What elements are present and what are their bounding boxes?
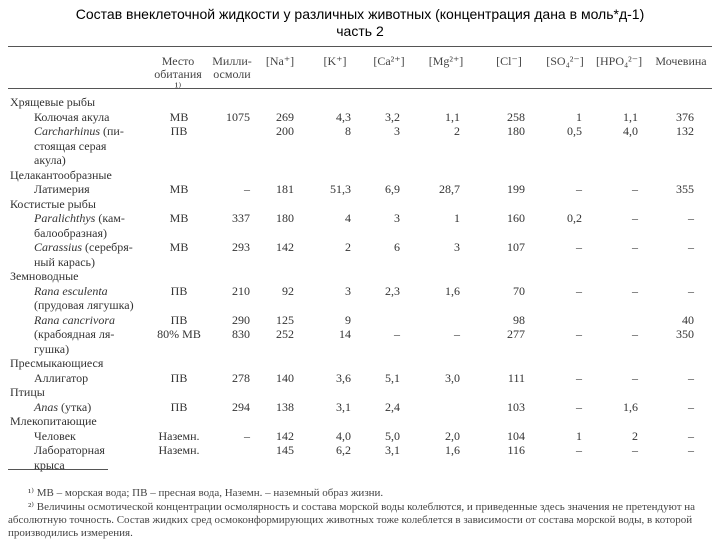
cell-cl: 277 (507, 327, 525, 341)
cell-urea: – (688, 399, 694, 414)
animal-name-main: стоящая серая (34, 138, 107, 153)
cell-osm: 830 (232, 327, 250, 341)
animal-name-main: Человек (34, 428, 76, 443)
cell-cl: 104 (507, 428, 525, 443)
cell-cl: 70 (513, 283, 525, 298)
animal-name-main: крыса (34, 457, 65, 472)
cell-osm: – (244, 428, 250, 443)
cell-hpo4: – (632, 283, 638, 298)
animal-name-main: акула) (34, 153, 66, 167)
table-row (0, 371, 720, 386)
cell-hpo4: – (632, 327, 638, 341)
cell-so4: 0,2 (567, 211, 582, 225)
cell-osm: 337 (232, 211, 250, 225)
animal-name-main: Carassius (34, 240, 83, 254)
animal-name-main: гушка) (34, 341, 70, 356)
cell-habitat: МВ (169, 182, 189, 196)
group-row (0, 385, 720, 400)
cell-k: 3,1 (336, 399, 351, 414)
group-name (10, 95, 95, 110)
cell-habitat: МВ (169, 240, 189, 254)
animal-name-main: Пресмыкающиеся (10, 356, 104, 370)
table-row (0, 284, 720, 299)
table-row (0, 429, 720, 444)
table-row (0, 226, 720, 241)
cell-so4: – (576, 283, 582, 298)
cell-k: 4 (345, 211, 351, 225)
title-line-2: часть 2 (336, 23, 384, 39)
cell-k: 4,3 (336, 109, 351, 124)
animal-name-main: Paralichthys (34, 211, 96, 225)
table-row (0, 182, 720, 197)
cell-ca: 2,4 (385, 399, 400, 414)
cell-so4: – (576, 370, 582, 385)
animal-name (34, 458, 65, 473)
table-row (0, 211, 720, 226)
cell-urea: – (688, 428, 694, 443)
animal-name-main: (прудовая лягушка) (34, 298, 134, 312)
animal-name-main: ный карась) (34, 254, 96, 269)
cell-na: 145 (276, 443, 294, 457)
cell-habitat: ПВ (170, 283, 188, 298)
cell-na: 269 (276, 109, 294, 124)
animal-name (34, 298, 134, 313)
table-row (0, 240, 720, 255)
animal-name (34, 240, 133, 255)
animal-name (34, 139, 106, 154)
header-bottom-rule (8, 88, 712, 89)
cell-urea: – (688, 283, 694, 298)
header-k: [K⁺] (323, 54, 347, 68)
cell-habitat: ПВ (170, 399, 188, 414)
table-row (0, 139, 720, 154)
cell-mg: 28,7 (439, 182, 460, 196)
table-row (0, 458, 720, 473)
cell-osm: 1075 (226, 109, 250, 124)
cell-habitat: ПВ (170, 370, 188, 385)
cell-ca: 5,1 (385, 370, 400, 385)
cell-ca: 3,1 (385, 443, 400, 457)
cell-k: 2 (345, 240, 351, 254)
cell-so4: 1 (576, 428, 582, 443)
header-mg: [Mg²⁺] (428, 54, 464, 68)
footnote-1: ¹⁾ МВ – морская вода; ПВ – пресная вода, Наземн. – наземный образ жизни. (28, 487, 384, 499)
cell-habitat: МВ (169, 109, 189, 124)
cell-hpo4: – (632, 443, 638, 457)
footnote-rule (8, 469, 108, 470)
cell-ca: 6 (394, 240, 400, 254)
header-ca: [Ca²⁺] (373, 54, 405, 68)
cell-k: 4,0 (336, 428, 351, 443)
animal-name-tail: (пи- (100, 124, 124, 138)
cell-na: 138 (276, 399, 294, 414)
cell-so4: – (576, 399, 582, 414)
cell-so4: 0,5 (567, 124, 582, 138)
cell-mg: – (454, 327, 460, 341)
cell-cl: 160 (507, 211, 525, 225)
cell-mg: 3,0 (445, 370, 460, 385)
animal-name (34, 182, 90, 197)
header-so4: [SO₄²⁻] (546, 54, 584, 68)
cell-osm: 293 (232, 240, 250, 254)
cell-urea: 350 (676, 327, 694, 341)
group-name (10, 197, 96, 212)
animal-name (34, 327, 114, 342)
cell-cl: 98 (513, 312, 525, 327)
cell-ca: 3 (394, 124, 400, 138)
animal-name-main: Птицы (10, 385, 45, 399)
cell-habitat: МВ (169, 211, 189, 225)
cell-ca: 3 (394, 211, 400, 225)
cell-hpo4: 1,6 (623, 399, 638, 414)
table-top-rule (8, 46, 712, 47)
group-name (10, 414, 97, 429)
animal-name-main: Лабораторная (34, 443, 105, 457)
cell-hpo4: 2 (632, 428, 638, 443)
group-row (0, 269, 720, 284)
table-row (0, 313, 720, 328)
table-row (0, 327, 720, 342)
cell-osm: 290 (232, 312, 250, 327)
cell-mg: 1,6 (445, 443, 460, 457)
table-row (0, 342, 720, 357)
cell-mg: 3 (454, 240, 460, 254)
cell-osm: – (244, 182, 250, 196)
cell-hpo4: 4,0 (623, 124, 638, 138)
group-name (10, 385, 45, 400)
animal-name-tail: (серебря- (82, 240, 133, 254)
group-name (10, 168, 112, 183)
animal-name (34, 255, 95, 270)
animal-name-main: Земноводные (10, 269, 79, 283)
cell-cl: 116 (507, 443, 525, 457)
group-row (0, 414, 720, 429)
animal-name (34, 153, 66, 168)
cell-so4: – (576, 182, 582, 196)
group-name (10, 356, 103, 371)
animal-name-main: Латимерия (34, 182, 90, 196)
cell-na: 200 (276, 124, 294, 138)
cell-urea: – (688, 370, 694, 385)
cell-so4: – (576, 327, 582, 341)
cell-cl: 258 (507, 109, 525, 124)
cell-mg: 1,6 (445, 283, 460, 298)
animal-name-main: Млекопитающие (10, 414, 97, 428)
header-urea: Мочевина (655, 54, 707, 68)
table-row (0, 255, 720, 270)
group-name (10, 269, 79, 284)
cell-k: 3,6 (336, 370, 351, 385)
header-osmolality: Милли-осмоли (212, 54, 252, 81)
group-row (0, 356, 720, 371)
table-row (0, 153, 720, 168)
animal-name-main: Целакантообразные (10, 167, 112, 182)
animal-name (34, 429, 76, 444)
cell-cl: 199 (507, 182, 525, 196)
cell-habitat: ПВ (170, 124, 188, 138)
cell-urea: – (688, 443, 694, 457)
cell-urea: 132 (676, 124, 694, 138)
header-na: [Na⁺] (265, 54, 295, 68)
cell-cl: 180 (507, 124, 525, 138)
animal-name (34, 443, 105, 458)
animal-name (34, 211, 125, 226)
animal-name-tail: (утка) (58, 399, 92, 414)
animal-name-main: Rana esculenta (34, 283, 108, 298)
cell-k: 6,2 (336, 443, 351, 457)
cell-osm: 294 (232, 399, 250, 414)
animal-name (34, 400, 91, 415)
title-line-1: Состав внеклеточной жидкости у различных животных (концентрация дана в моль*д-1) (75, 6, 645, 22)
cell-ca: 6,9 (385, 182, 400, 196)
cell-urea: 355 (676, 182, 694, 196)
cell-cl: 111 (507, 370, 525, 385)
cell-mg: 1,1 (445, 109, 460, 124)
animal-name-main: Carcharhinus (34, 124, 101, 138)
cell-hpo4: – (632, 211, 638, 225)
animal-name-main: (крабоядная ля- (34, 327, 115, 341)
cell-na: 140 (276, 370, 294, 385)
cell-na: 252 (276, 327, 294, 341)
cell-habitat: 80% МВ (157, 327, 201, 341)
footnote-2: ²⁾ Величины осмотической концентрации осмолярность и состава морской воды колеблются, и приведенные здесь значения не претендуют на абсолютную точность. Состав жидких сред осмоконформирующих животных тоже колеблется в зависимости от состава морской воды, в которой производились измерения. (8, 501, 696, 539)
table-row (0, 124, 720, 139)
cell-so4: 1 (576, 109, 582, 124)
header-habitat: Место обитания ¹⁾ (154, 54, 202, 94)
table-row (0, 298, 720, 313)
cell-na: 180 (276, 211, 294, 225)
cell-hpo4: – (632, 182, 638, 196)
animal-name (34, 110, 109, 125)
cell-so4: – (576, 443, 582, 457)
animal-name-main: балообразная) (34, 225, 107, 240)
animal-name (34, 342, 69, 357)
table-row (0, 443, 720, 458)
cell-mg: 2 (454, 124, 460, 138)
cell-na: 142 (276, 240, 294, 254)
cell-k: 8 (345, 124, 351, 138)
cell-k: 14 (339, 327, 351, 341)
cell-so4: – (576, 240, 582, 254)
animal-name-main: Anas (34, 399, 58, 414)
table-row (0, 110, 720, 125)
cell-urea: 40 (682, 312, 694, 327)
group-row (0, 197, 720, 212)
cell-urea: – (688, 211, 694, 225)
cell-cl: 103 (507, 399, 525, 414)
cell-urea: 376 (676, 109, 694, 124)
animal-name-main: Rana cancrivora (34, 312, 115, 327)
cell-cl: 107 (507, 240, 525, 254)
cell-na: 92 (282, 283, 294, 298)
table-row (0, 400, 720, 415)
cell-k: 3 (345, 283, 351, 298)
animal-name (34, 371, 88, 386)
cell-mg: 2,0 (445, 428, 460, 443)
cell-urea: – (688, 240, 694, 254)
group-row (0, 95, 720, 110)
animal-name-main: Колючая акула (34, 109, 110, 124)
cell-na: 142 (276, 428, 294, 443)
page-title (0, 6, 720, 40)
cell-hpo4: 1,1 (623, 109, 638, 124)
animal-name-main: Хрящевые рыбы (10, 95, 96, 109)
cell-osm: 278 (232, 370, 250, 385)
cell-habitat: ПВ (170, 312, 188, 327)
group-row (0, 168, 720, 183)
cell-habitat: Наземн. (158, 428, 200, 443)
cell-osm: 210 (232, 283, 250, 298)
animal-name (34, 284, 108, 299)
cell-ca: 2,3 (385, 283, 400, 298)
animal-name (34, 313, 115, 328)
animal-name-main: Аллигатор (34, 370, 89, 385)
cell-na: 181 (276, 182, 294, 196)
animal-name (34, 226, 107, 241)
cell-hpo4: – (632, 240, 638, 254)
animal-name-main: Костистые рыбы (10, 196, 96, 211)
header-cl: [Cl⁻] (496, 54, 522, 68)
cell-ca: 5,0 (385, 428, 400, 443)
animal-name (34, 124, 124, 139)
cell-ca: 3,2 (385, 109, 400, 124)
cell-k: 9 (345, 312, 351, 327)
cell-mg: 1 (454, 211, 460, 225)
cell-k: 51,3 (330, 182, 351, 196)
header-hpo4: [HPO₄²⁻] (596, 54, 643, 68)
cell-hpo4: – (632, 370, 638, 385)
cell-na: 125 (276, 312, 294, 327)
animal-name-tail: (кам- (95, 211, 125, 225)
cell-habitat: Наземн. (158, 443, 200, 457)
cell-ca: – (394, 327, 400, 341)
